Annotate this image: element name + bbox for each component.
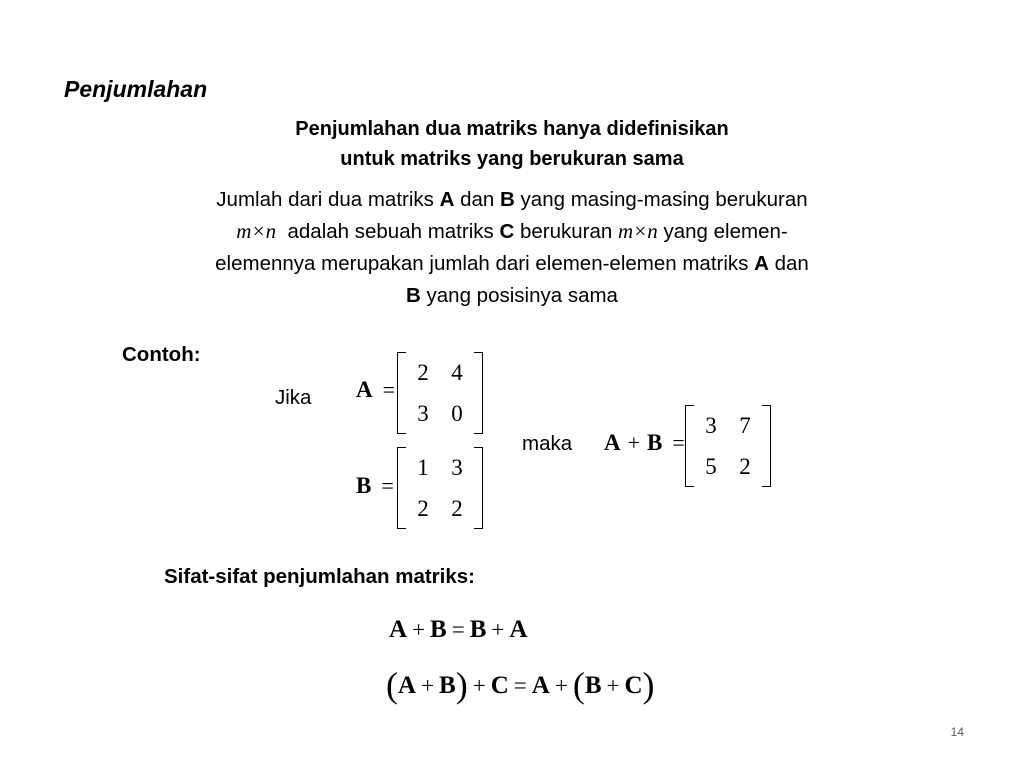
sum-matrix-cell: 5 — [705, 453, 717, 479]
definition-line-2: m×n adalah sebuah matriks C berukuran m×n yang elemen- — [236, 219, 788, 243]
matrix-a-cell: 2 — [417, 359, 429, 385]
commutative-property: A + B = B + A — [389, 616, 528, 643]
sum-matrix-cell: 7 — [739, 412, 751, 438]
sum-b-label: B — [647, 430, 663, 455]
maka-label: maka — [522, 432, 573, 455]
matrix-a-cell: 3 — [417, 400, 429, 426]
equals-sign: = — [672, 430, 685, 455]
example-heading: Contoh: — [122, 343, 201, 366]
definition-line-3: elemennya merupakan jumlah dari elemen-elemen matriks A dan — [215, 252, 809, 275]
sum-equation-label — [604, 430, 685, 456]
matrix-a-equation-label — [356, 377, 395, 403]
jika-label: Jika — [275, 386, 312, 409]
section-title: Penjumlahan — [64, 76, 208, 102]
matrix-a-label: A — [356, 377, 373, 402]
matrix-b-cell: 2 — [451, 495, 463, 521]
matrix-a-cell: 0 — [451, 400, 463, 426]
definition-line-4: B yang posisinya sama — [406, 284, 618, 307]
sum-matrix-cell: 3 — [705, 412, 717, 438]
associative-property: (A + B) + C = A + (B + C) — [386, 665, 655, 705]
properties-heading: Sifat-sifat penjumlahan matriks: — [164, 565, 475, 588]
matrix-b-cell: 3 — [451, 454, 463, 480]
matrix-b-label: B — [356, 473, 372, 498]
matrix-b-cell: 1 — [417, 454, 429, 480]
matrix-b — [397, 447, 483, 529]
definition-line-1: Jumlah dari dua matriks A dan B yang masing-masing berukuran — [216, 188, 808, 211]
sum-matrix-cell: 2 — [739, 453, 751, 479]
subtitle-line-2: untuk matriks yang berukuran sama — [340, 148, 684, 170]
plus-sign: + — [627, 430, 641, 455]
subtitle-line-1: Penjumlahan dua matriks hanya didefinisikan — [295, 118, 729, 140]
matrix-a — [397, 352, 483, 434]
equals-sign: = — [382, 377, 396, 402]
sum-matrix — [685, 405, 771, 487]
sum-a-label: A — [604, 430, 621, 455]
equals-sign: = — [381, 473, 394, 498]
matrix-a-cell: 4 — [451, 359, 463, 385]
page-number: 14 — [950, 725, 964, 739]
matrix-b-equation-label — [356, 473, 394, 499]
matrix-b-cell: 2 — [417, 495, 429, 521]
